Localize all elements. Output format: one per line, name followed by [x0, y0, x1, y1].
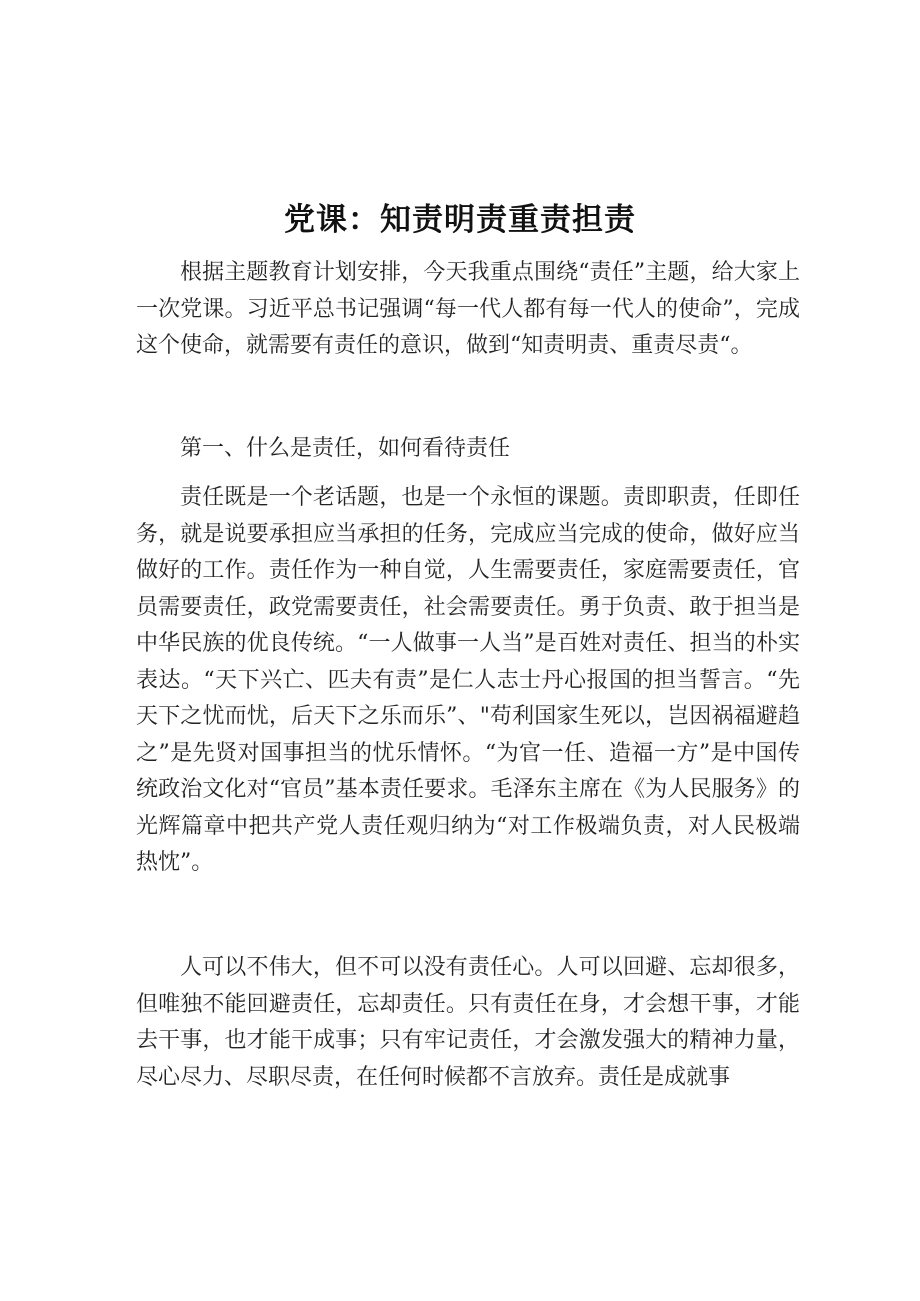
paragraph-intro: 根据主题教育计划安排，今天我重点围绕“责任”主题，给大家上一次党课。习近平总书记强调“每一代人都有每一代人的使命”，完成这个使命，就需要有责任的意识，做到“知责明责、重责尽责“。	[136, 260, 800, 358]
paragraph-responsibility-heart: 人可以不伟大，但不可以没有责任心。人可以回避、忘却很多，但唯独不能回避责任，忘却责任。只有责任在身，才会想干事，才能去干事，也才能干成事；只有牢记责任，才会激发强大的精神力量，尽心尽力、尽职尽责，在任何时候都不言放弃。责任是成就事	[136, 955, 800, 1090]
document-title: 党课：知责明责重责担责	[284, 202, 636, 238]
paragraph-responsibility-definition: 责任既是一个老话题，也是一个永恒的课题。责即职责，任即任务，就是说要承担应当承担的任务，完成应当完成的使命，做好应当做好的工作。责任作为一种自觉，人生需要责任，家庭需要责任，官员需要责任，政党需要责任，社会需要责任。勇于负责、敢于担当是中华民族的优良传统。“一人做事一人当”是百姓对责任、担当的朴实表达。“天下兴亡、匹夫有责”是仁人志士丹心报国的担当誓言。“先天下之忧而忧，后天下之乐而乐”、"苟利国家生死以，岂因祸福避趋之”是先贤对国事担当的忧乐情怀。“为官一任、造福一方”是中国传统政治文化对“官员”基本责任要求。毛泽东主席在《为人民服务》的光辉篇章中把共产党人责任观归纳为“对工作极端负责，对人民极端热忱”。	[136, 485, 800, 875]
section-heading-1: 第一、什么是责任，如何看待责任	[180, 436, 511, 461]
